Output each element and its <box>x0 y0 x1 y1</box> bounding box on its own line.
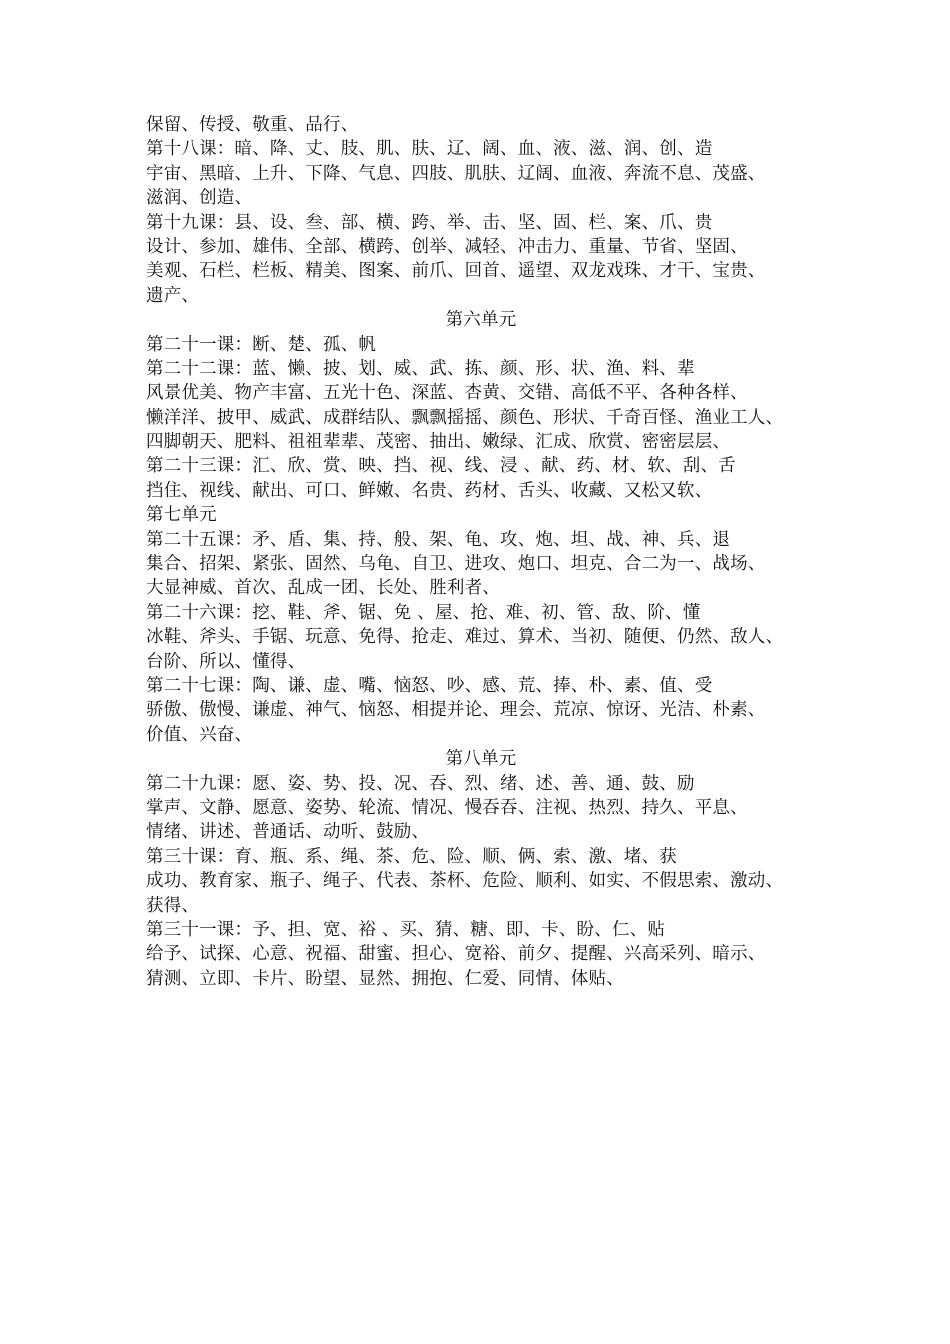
text-line: 风景优美、物产丰富、五光十色、深蓝、杏黄、交错、高低不平、各种各样、 <box>146 383 748 404</box>
text-line: 掌声、文静、愿意、姿势、轮流、情况、慢吞吞、注视、热烈、持久、平息、 <box>146 797 748 818</box>
unit-heading: 第八单元 <box>445 749 517 770</box>
text-line: 给予、试探、心意、祝福、甜蜜、担心、宽裕、前夕、提醒、兴高采列、暗示、 <box>146 944 766 965</box>
text-line: 第十八课：暗、降、丈、肢、肌、肤、辽、阔、血、液、滋、润、创、造 <box>146 139 713 160</box>
text-line: 情绪、讲述、普通话、动听、鼓励、 <box>146 822 430 843</box>
text-line: 冰鞋、斧头、手锯、玩意、免得、抢走、难过、算术、当初、随便、仍然、敌人、 <box>146 627 784 648</box>
text-line: 第三十一课：予、担、宽、裕 、买、猜、糖、即、卡、盼、仁、贴 <box>146 919 666 940</box>
text-line: 集合、招架、紧张、固然、乌龟、自卫、进攻、炮口、坦克、合二为一、战场、 <box>146 554 766 575</box>
text-line: 第七单元 <box>146 505 217 526</box>
text-line: 第二十五课：矛、盾、集、持、般、架、龟、攻、炮、坦、战、神、兵、退 <box>146 529 731 550</box>
text-line: 猜测、立即、卡片、盼望、显然、拥抱、仁爱、同情、体贴、 <box>146 968 624 989</box>
text-line: 滋润、创造、 <box>146 188 253 209</box>
text-line: 第二十九课：愿、姿、势、投、况、吞、烈、绪、述、善、通、鼓、励 <box>146 773 695 794</box>
text-line: 第三十课：育、瓶、系、绳、茶、危、险、顺、俩、索、激、堵、获 <box>146 846 677 867</box>
text-line: 骄傲、傲慢、谦虚、神气、恼怒、相提并论、理会、荒凉、惊讶、光洁、朴素、 <box>146 700 766 721</box>
text-line: 挡住、视线、献出、可口、鲜嫩、名贵、药材、舌头、收藏、又松又软、 <box>146 480 713 501</box>
text-line: 四脚朝天、肥料、祖祖辈辈、茂密、抽出、嫩绿、汇成、欣赏、密密层层、 <box>146 432 731 453</box>
text-line: 价值、兴奋、 <box>146 724 253 745</box>
text-line: 保留、传授、敬重、品行、 <box>146 115 359 135</box>
text-line: 第二十三课：汇、欣、赏、映、挡、视、线、浸 、献、药、材、软、刮、舌 <box>146 456 736 477</box>
text-line: 宇宙、黑暗、上升、下降、气息、四肢、肌肤、辽阔、血液、奔流不息、茂盛、 <box>146 163 766 184</box>
text-line: 遗产、 <box>146 285 200 306</box>
text-line: 第十九课：县、设、叁、部、横、跨、举、击、坚、固、栏、案、爪、贵 <box>146 212 713 233</box>
text-line: 设计、参加、雄伟、全部、横跨、创举、减轻、冲击力、重量、节省、坚固、 <box>146 236 748 257</box>
text-line: 第二十六课：挖、鞋、斧、锯、免 、屋、抢、难、初、管、敌、阶、懂 <box>146 602 701 623</box>
text-line: 第二十七课：陶、谦、虚、嘴、恼怒、吵、感、荒、捧、朴、素、值、受 <box>146 675 713 696</box>
text-line: 成功、教育家、瓶子、绳子、代表、茶杯、危险、顺利、如实、不假思索、激动、 <box>146 871 784 892</box>
text-line: 大显神威、首次、乱成一团、长处、胜利者、 <box>146 578 500 599</box>
text-line: 获得、 <box>146 895 200 916</box>
text-line: 台阶、所以、懂得、 <box>146 651 306 672</box>
text-line: 懒洋洋、披甲、威武、成群结队、飘飘摇摇、颜色、形状、千奇百怪、渔业工人、 <box>146 407 784 428</box>
text-line: 第二十一课：断、楚、孤、帆 <box>146 334 377 355</box>
unit-heading: 第六单元 <box>445 310 517 331</box>
vocabulary-list <box>146 113 816 991</box>
text-line: 第二十二课：蓝、懒、披、划、威、武、拣、颜、形、状、渔、料、辈 <box>146 358 695 379</box>
text-line: 美观、石栏、栏板、精美、图案、前爪、回首、遥望、双龙戏珠、才干、宝贵、 <box>146 261 766 282</box>
